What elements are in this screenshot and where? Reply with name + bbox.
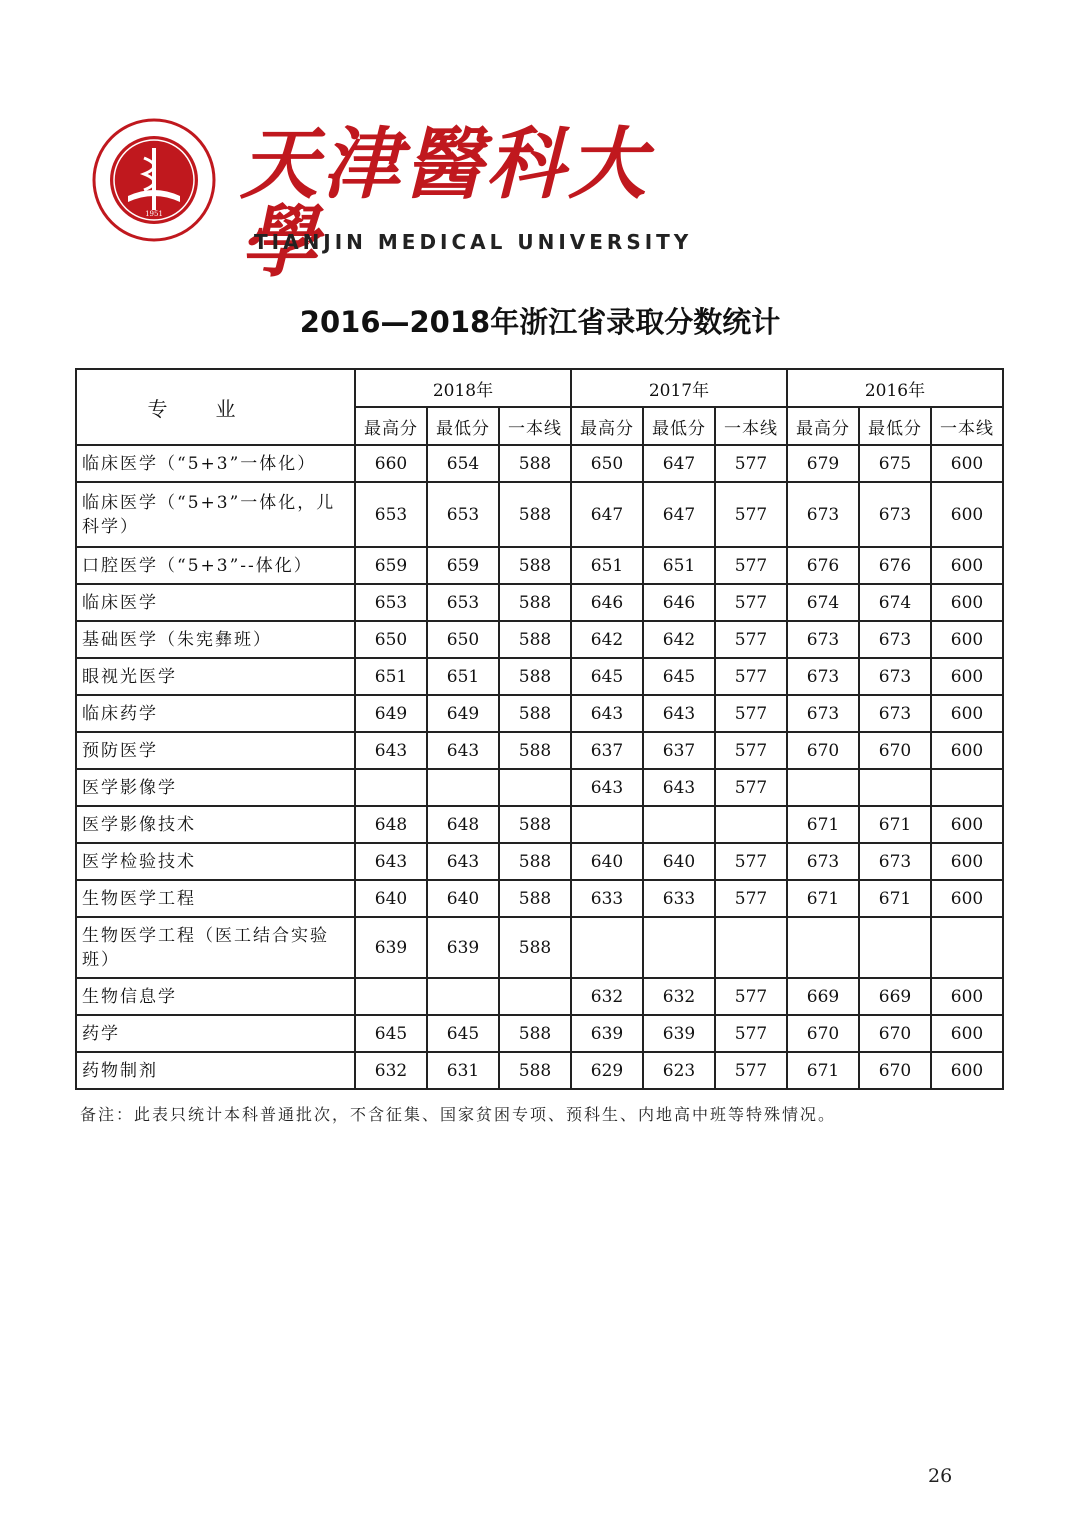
score-cell: 651: [643, 547, 715, 584]
score-cell: [715, 806, 787, 843]
score-cell: 600: [931, 547, 1003, 584]
score-cell: 670: [787, 732, 859, 769]
score-cell: 632: [643, 978, 715, 1015]
major-name-cell: 临床医学: [76, 584, 355, 621]
table-row: [76, 1052, 1003, 1089]
score-cell: 650: [571, 445, 643, 482]
score-cell: 600: [931, 732, 1003, 769]
score-cell: 673: [787, 658, 859, 695]
score-cell: 600: [931, 806, 1003, 843]
score-cell: [355, 769, 427, 806]
score-cell: [859, 917, 931, 978]
score-cell: 670: [859, 1015, 931, 1052]
score-cell: 600: [931, 695, 1003, 732]
score-cell: 643: [427, 732, 499, 769]
score-cell: 600: [931, 584, 1003, 621]
score-cell: [355, 978, 427, 1015]
score-cell: 577: [715, 695, 787, 732]
score-cell: 600: [931, 978, 1003, 1015]
score-cell: 645: [643, 658, 715, 695]
score-cell: 577: [715, 769, 787, 806]
major-name-cell: 临床医学（“5+3”一体化，儿科学）: [76, 482, 355, 547]
score-cell: 640: [427, 880, 499, 917]
score-cell: 588: [499, 917, 571, 978]
score-cell: 588: [499, 843, 571, 880]
table-row: [76, 732, 1003, 769]
score-cell: 653: [355, 584, 427, 621]
score-cell: 643: [427, 843, 499, 880]
score-cell: [427, 978, 499, 1015]
score-cell: 650: [427, 621, 499, 658]
score-cell: 648: [427, 806, 499, 843]
score-subheader: 最高分: [571, 407, 643, 445]
table-row: [76, 445, 1003, 482]
table-row: [76, 917, 1003, 978]
score-cell: 577: [715, 584, 787, 621]
score-cell: 640: [571, 843, 643, 880]
score-cell: 669: [787, 978, 859, 1015]
score-cell: 673: [859, 482, 931, 547]
score-cell: 670: [787, 1015, 859, 1052]
major-name-cell: 医学检验技术: [76, 843, 355, 880]
score-cell: 643: [355, 732, 427, 769]
score-cell: 646: [571, 584, 643, 621]
score-cell: 639: [643, 1015, 715, 1052]
score-cell: 673: [787, 843, 859, 880]
score-subheader: 一本线: [499, 407, 571, 445]
score-cell: 670: [859, 1052, 931, 1089]
score-cell: 640: [643, 843, 715, 880]
score-cell: 588: [499, 658, 571, 695]
major-column-header: 专业: [76, 369, 355, 445]
major-name-cell: 生物信息学: [76, 978, 355, 1015]
score-cell: 588: [499, 584, 571, 621]
score-cell: 673: [787, 621, 859, 658]
score-cell: 671: [859, 880, 931, 917]
score-cell: [787, 917, 859, 978]
score-cell: 670: [859, 732, 931, 769]
score-cell: 588: [499, 482, 571, 547]
score-cell: 654: [427, 445, 499, 482]
table-row: [76, 806, 1003, 843]
major-name-cell: 生物医学工程: [76, 880, 355, 917]
score-cell: 600: [931, 658, 1003, 695]
score-cell: 577: [715, 880, 787, 917]
footnote: 备注：此表只统计本科普通批次，不含征集、国家贫困专项、预科生、内地高中班等特殊情况。: [80, 1105, 837, 1124]
score-cell: 679: [787, 445, 859, 482]
score-cell: 577: [715, 1052, 787, 1089]
score-cell: 659: [427, 547, 499, 584]
score-cell: 600: [931, 1015, 1003, 1052]
major-name-cell: 基础医学（朱宪彝班）: [76, 621, 355, 658]
table-row: [76, 978, 1003, 1015]
score-cell: 600: [931, 1052, 1003, 1089]
table-row: [76, 1015, 1003, 1052]
score-cell: 673: [859, 658, 931, 695]
score-cell: 640: [355, 880, 427, 917]
score-cell: 645: [355, 1015, 427, 1052]
score-cell: [643, 917, 715, 978]
table-row: [76, 547, 1003, 584]
score-cell: 671: [787, 1052, 859, 1089]
score-cell: [571, 806, 643, 843]
score-cell: 653: [355, 482, 427, 547]
score-cell: 651: [427, 658, 499, 695]
table-row: [76, 880, 1003, 917]
score-cell: 673: [859, 621, 931, 658]
score-cell: 669: [859, 978, 931, 1015]
score-subheader: 一本线: [715, 407, 787, 445]
score-cell: 631: [427, 1052, 499, 1089]
score-cell: 639: [571, 1015, 643, 1052]
score-cell: 633: [643, 880, 715, 917]
score-cell: 588: [499, 880, 571, 917]
score-cell: 647: [643, 445, 715, 482]
score-cell: 643: [643, 769, 715, 806]
score-cell: 671: [787, 806, 859, 843]
score-cell: 649: [355, 695, 427, 732]
score-cell: 653: [427, 482, 499, 547]
score-cell: 645: [427, 1015, 499, 1052]
score-cell: 600: [931, 843, 1003, 880]
score-cell: 577: [715, 547, 787, 584]
major-name-cell: 临床医学（“5+3”一体化）: [76, 445, 355, 482]
score-cell: 588: [499, 445, 571, 482]
score-subheader: 一本线: [931, 407, 1003, 445]
major-name-cell: 口腔医学（“5+3”--体化）: [76, 547, 355, 584]
score-cell: 637: [643, 732, 715, 769]
score-cell: [931, 769, 1003, 806]
major-name-cell: 医学影像学: [76, 769, 355, 806]
score-cell: 675: [859, 445, 931, 482]
score-cell: 577: [715, 445, 787, 482]
score-cell: 588: [499, 1015, 571, 1052]
score-subheader: 最低分: [427, 407, 499, 445]
page-number: 26: [928, 1465, 953, 1487]
score-cell: [715, 917, 787, 978]
score-subheader: 最高分: [355, 407, 427, 445]
score-cell: 659: [355, 547, 427, 584]
score-cell: 637: [571, 732, 643, 769]
score-cell: 647: [643, 482, 715, 547]
university-seal-icon: [92, 118, 216, 242]
score-cell: 588: [499, 695, 571, 732]
score-cell: 676: [859, 547, 931, 584]
score-cell: [499, 769, 571, 806]
score-cell: 643: [571, 769, 643, 806]
score-cell: 600: [931, 482, 1003, 547]
score-cell: 577: [715, 658, 787, 695]
score-cell: [859, 769, 931, 806]
score-cell: 651: [355, 658, 427, 695]
university-name-cn: 天津醫科大學: [240, 119, 651, 288]
score-cell: 673: [859, 843, 931, 880]
score-cell: 600: [931, 621, 1003, 658]
page-title: 2016—2018年浙江省录取分数统计: [299, 305, 781, 339]
major-name-cell: 生物医学工程（医工结合实验班）: [76, 917, 355, 978]
score-cell: 639: [427, 917, 499, 978]
score-cell: 588: [499, 806, 571, 843]
score-cell: 577: [715, 1015, 787, 1052]
score-cell: 651: [571, 547, 643, 584]
score-cell: 639: [355, 917, 427, 978]
score-cell: 588: [499, 547, 571, 584]
score-cell: 646: [643, 584, 715, 621]
score-cell: 577: [715, 621, 787, 658]
score-cell: 671: [787, 880, 859, 917]
score-cell: 600: [931, 880, 1003, 917]
score-cell: 674: [787, 584, 859, 621]
score-cell: 673: [859, 695, 931, 732]
score-cell: 671: [859, 806, 931, 843]
year-header: 2017年: [571, 369, 787, 407]
score-cell: 674: [859, 584, 931, 621]
score-cell: [787, 769, 859, 806]
score-cell: 649: [427, 695, 499, 732]
score-cell: 642: [643, 621, 715, 658]
score-cell: [931, 917, 1003, 978]
score-cell: 647: [571, 482, 643, 547]
score-cell: 643: [571, 695, 643, 732]
score-cell: 645: [571, 658, 643, 695]
score-cell: 650: [355, 621, 427, 658]
score-cell: [427, 769, 499, 806]
score-cell: [499, 978, 571, 1015]
score-cell: 676: [787, 547, 859, 584]
major-name-cell: 预防医学: [76, 732, 355, 769]
table-row: [76, 482, 1003, 547]
score-cell: 577: [715, 482, 787, 547]
score-cell: 673: [787, 482, 859, 547]
score-cell: 623: [643, 1052, 715, 1089]
score-subheader: 最高分: [787, 407, 859, 445]
table-row: [76, 658, 1003, 695]
score-subheader: 最低分: [643, 407, 715, 445]
year-header: 2018年: [355, 369, 571, 407]
score-cell: [643, 806, 715, 843]
score-cell: 632: [571, 978, 643, 1015]
major-name-cell: 医学影像技术: [76, 806, 355, 843]
admission-score-table: [75, 368, 1004, 1090]
table-row: [76, 695, 1003, 732]
score-cell: 588: [499, 732, 571, 769]
score-cell: 629: [571, 1052, 643, 1089]
table-row: [76, 621, 1003, 658]
svg-text:1951: 1951: [145, 210, 163, 218]
major-name-cell: 药物制剂: [76, 1052, 355, 1089]
table-row: [76, 769, 1003, 806]
major-name-cell: 药学: [76, 1015, 355, 1052]
table-row: [76, 584, 1003, 621]
year-header: 2016年: [787, 369, 1003, 407]
score-cell: 633: [571, 880, 643, 917]
score-cell: 577: [715, 978, 787, 1015]
score-cell: 643: [643, 695, 715, 732]
score-cell: 653: [427, 584, 499, 621]
score-cell: 577: [715, 732, 787, 769]
score-cell: 600: [931, 445, 1003, 482]
major-name-cell: 临床药学: [76, 695, 355, 732]
score-cell: 588: [499, 1052, 571, 1089]
score-subheader: 最低分: [859, 407, 931, 445]
score-cell: 660: [355, 445, 427, 482]
score-cell: 673: [787, 695, 859, 732]
table-row: [76, 843, 1003, 880]
score-cell: 648: [355, 806, 427, 843]
score-cell: 577: [715, 843, 787, 880]
university-logo: [88, 112, 728, 288]
score-cell: 632: [355, 1052, 427, 1089]
score-cell: 642: [571, 621, 643, 658]
score-cell: [571, 917, 643, 978]
major-name-cell: 眼视光医学: [76, 658, 355, 695]
score-cell: 643: [355, 843, 427, 880]
score-cell: 588: [499, 621, 571, 658]
university-name-en: TIANJIN MEDICAL UNIVERSITY: [254, 230, 693, 254]
